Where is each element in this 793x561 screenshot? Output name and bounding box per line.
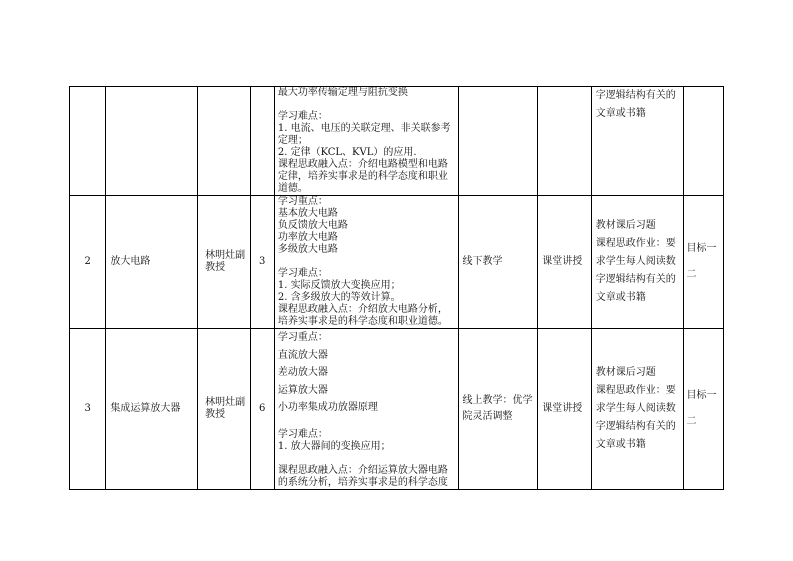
content-line: 1. 放大器间的变换应用； [277,440,391,452]
homework-line: 课程思政作业：要 [595,384,676,396]
homework-line: 求学生每人阅读数 [595,402,676,414]
homework-line: 文章或书籍 [595,108,646,119]
content-line: 课程思政融入点：介绍放大电路分析，培养实事求是的科学态度和职业道德。 [277,304,448,327]
goal-text: 目标一二 [686,243,717,280]
goal-text: 目标一二 [686,389,717,427]
content-line: 学习难点： [277,111,328,122]
goal-cell [683,329,723,490]
teacher-name: 林明灶副教授 [205,396,246,420]
table-row [70,196,724,329]
content-line: 最大功率传输定理与阻抗变换 [277,87,408,98]
teaching-method-cell: 课堂讲授 [538,196,591,329]
content-line: 2. 定律（KCL、KVL）的应用. [277,147,417,158]
chapter-cell: 放大电路 [106,196,198,329]
teacher-cell [198,196,250,329]
teacher-name: 林明灶副教授 [205,250,246,273]
content-line: 学习难点： [277,428,328,440]
teaching-mode-cell: 线下教学 [458,196,538,329]
teacher-cell [198,329,250,490]
content-line [278,417,455,429]
content-line: 1. 实际反馈放大变换应用； [277,280,401,291]
homework-line: 字逻辑结构有关的 [595,274,676,285]
hours-cell: 6 [250,329,274,490]
content-line: 学习重点： [277,332,328,343]
teaching-mode-cell [458,87,538,196]
homework-line: 教材课后习题 [595,366,656,378]
homework-line: 字逻辑结构有关的 [595,420,676,432]
homework-cell [591,196,683,329]
homework-line: 课程思政作业：要 [595,238,676,249]
homework-line: 教材课后习题 [595,220,656,231]
homework-cell [591,87,683,196]
homework-line: 求学生每人阅读数 [595,256,676,267]
homework-line: 字逻辑结构有关的 [595,90,676,101]
table-row [70,329,724,490]
content-line: 2. 含多级放大的等效计算。 [277,292,401,303]
content-cell [274,87,458,196]
content-cell [274,329,458,490]
hours-cell: 3 [250,196,274,329]
content-line: 功率放大电路 [277,232,338,243]
content-line: 基本放大电路 [277,208,338,219]
table-row [70,87,724,196]
content-line: 1. 电流、电压的关联定理、非关联参考定理； [277,123,451,146]
content-line [278,99,455,111]
chapter-cell: 集成运算放大器 [106,329,198,490]
content-line: 直流放大器 [277,349,328,361]
goal-cell [683,196,723,329]
content-line: 差动放大器 [277,367,328,378]
content-line: 小功率集成功放器原理 [277,402,378,413]
content-line: 运算放大器 [277,384,328,396]
teaching-mode-text: 线上教学：优学院灵活调整 [462,394,533,422]
content-line: 多级放大电路 [277,244,338,255]
row-index: 3 [70,329,106,490]
content-line [278,453,455,465]
content-line: 学习难点： [277,268,328,279]
homework-line: 文章或书籍 [595,438,646,450]
row-index [70,87,106,196]
chapter-cell [106,87,198,196]
content-line: 负反馈放大电路 [277,220,348,231]
teacher-cell [198,87,250,196]
course-schedule-table [69,86,724,490]
homework-line: 文章或书籍 [595,292,646,303]
content-line: 课程思政融入点：介绍运算放大器电路的系统分析，培养实事求是的科学态度 [277,464,448,488]
content-line: 课程思政融入点：介绍电路模型和电路定律，培养实事求是的科学态度和职业道德。 [277,159,448,194]
hours-cell [250,87,274,196]
content-line [278,256,455,268]
homework-cell [591,329,683,490]
teaching-method-cell: 课堂讲授 [538,329,591,490]
row-index: 2 [70,196,106,329]
content-cell [274,196,458,329]
goal-cell [683,87,723,196]
teaching-method-cell [538,87,591,196]
content-line: 学习重点： [277,196,328,207]
teaching-mode-cell [458,329,538,490]
